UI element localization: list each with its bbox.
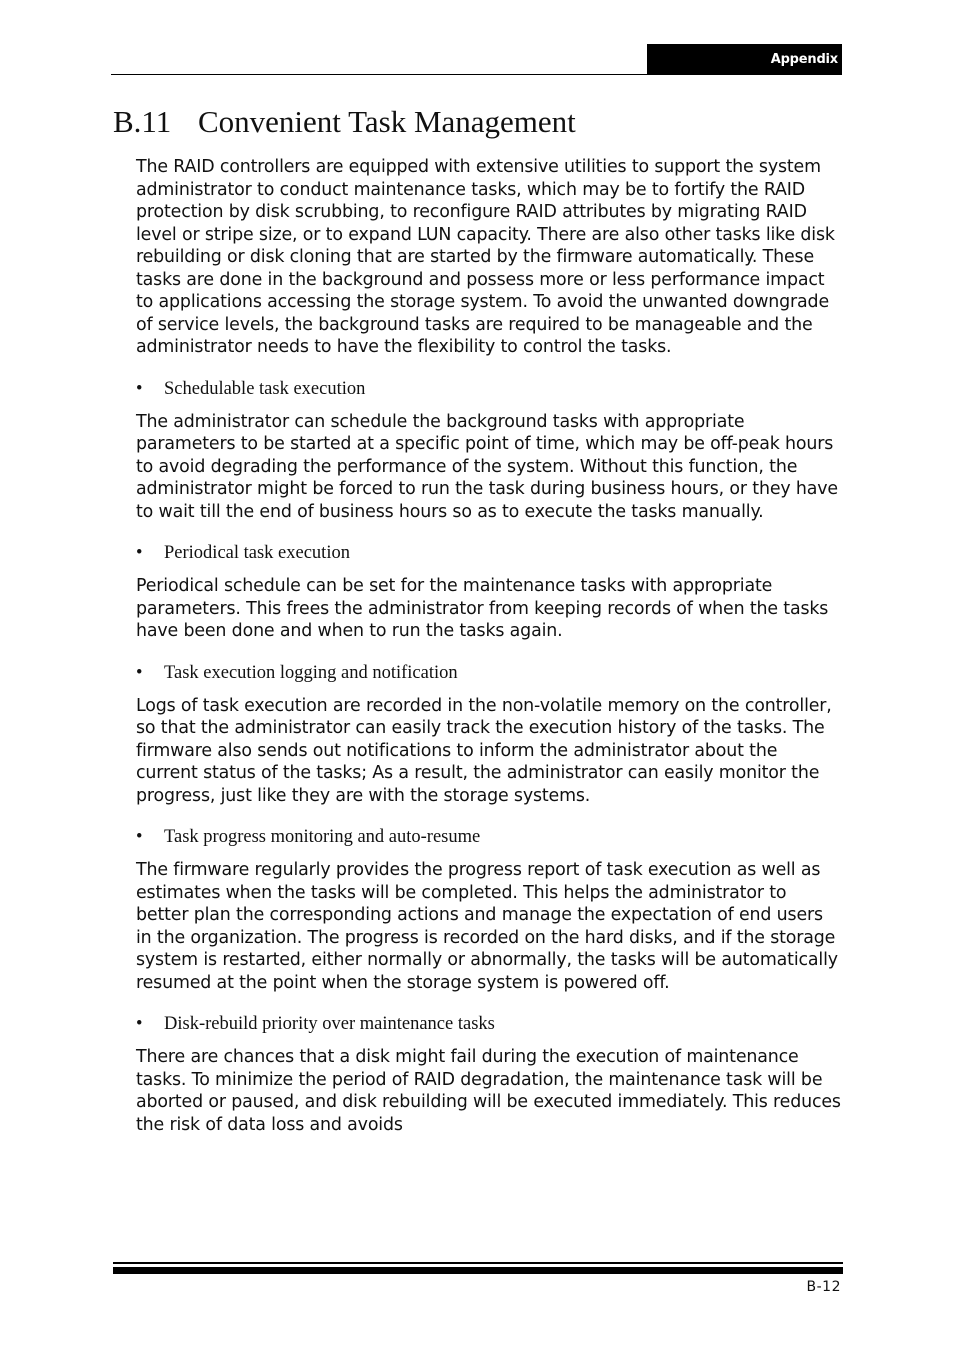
bullet-item [136, 662, 841, 684]
bullet-label: Task progress monitoring and auto-resume [164, 827, 481, 847]
header-section-tab [647, 44, 842, 75]
section-number: B.11 [113, 104, 172, 139]
bullet-label: Schedulable task execution [164, 378, 366, 399]
bullet-label: Task execution logging and notification [164, 662, 458, 683]
intro-paragraph: The RAID controllers are equipped with extensive utilities to support the system administrator to conduct maintenance tasks, which may be to fortify the RAID protection by disk scrubbing, to reconfigure RAID attributes by migrating RAID level or stripe size, or to expand LUN capacity. There are also other tasks like disk rebuilding or disk cloning that are started by the firmware automatically. These tasks are done in the background and possess more or less performance impact to applications accessing the storage system. To avoid the unwanted downgrade of service levels, the background tasks are required to be manageable and the administrator needs to have the flexibility to control the tasks. [136, 157, 835, 357]
bullet-label: Periodical task execution [164, 543, 350, 563]
footer-rule-thick [113, 1267, 843, 1274]
feature-rebuild-priority [136, 1013, 841, 1136]
bullet-item [136, 1013, 841, 1035]
header-section-label: Appendix [770, 52, 838, 67]
bullet-item [136, 378, 841, 400]
bullet-dot: • [136, 1014, 143, 1034]
header-rule [111, 74, 647, 75]
bullet-label: Disk-rebuild priority over maintenance tasks [164, 1014, 495, 1034]
section-title-text: Convenient Task Management [198, 104, 576, 139]
feature-paragraph: The administrator can schedule the background tasks with appropriate parameters to be started at a specific point of time, which may be off-peak hours to avoid degrading the performance of the system. Without this function, the administrator might be forced to run the task during business hours, or they have to wait till the end of business hours so as to execute the tasks manually. [136, 411, 838, 522]
feature-paragraph: Periodical schedule can be set for the maintenance tasks with appropriate parameters. This frees the administrator from keeping records of when the tasks have been done and when to run the tasks again. [136, 576, 829, 641]
feature-paragraph: Logs of task execution are recorded in the non-volatile memory on the controller, so that the administrator can easily track the execution history of the tasks. The firmware also sends out notifications to inform the administrator about the current status of the tasks; As a result, the administrator can easily monitor the progress, just like they are with the storage systems. [136, 695, 832, 806]
footer-rule-thin [113, 1262, 843, 1264]
feature-logging [136, 662, 841, 808]
feature-progress [136, 826, 841, 994]
bullet-item [136, 542, 841, 564]
feature-paragraph: The firmware regularly provides the progress report of task execution as well as estimates when the tasks will be completed. This helps the administrator to better plan the corresponding actions and manage the expectation of end users in the organization. The progress is recorded on the hard disks, and if the storage system is restarted, either normally or abnormally, the tasks will be automatically resumed at the point when the storage system is powered off. [136, 860, 838, 993]
feature-schedulable [136, 378, 841, 524]
feature-paragraph: There are chances that a disk might fail during the execution of maintenance tasks. To minimize the period of RAID degradation, the maintenance task will be aborted or paused, and disk rebuilding will be executed immediately. This reduces the risk of data loss and avoids [136, 1047, 841, 1135]
page-content [136, 156, 841, 1136]
page-number: B-12 [806, 1279, 841, 1295]
bullet-dot: • [136, 378, 143, 399]
bullet-dot: • [136, 662, 143, 683]
bullet-dot: • [136, 543, 143, 563]
bullet-dot: • [136, 827, 143, 847]
section-title [113, 104, 576, 140]
feature-periodical [136, 542, 841, 643]
bullet-item [136, 826, 841, 848]
